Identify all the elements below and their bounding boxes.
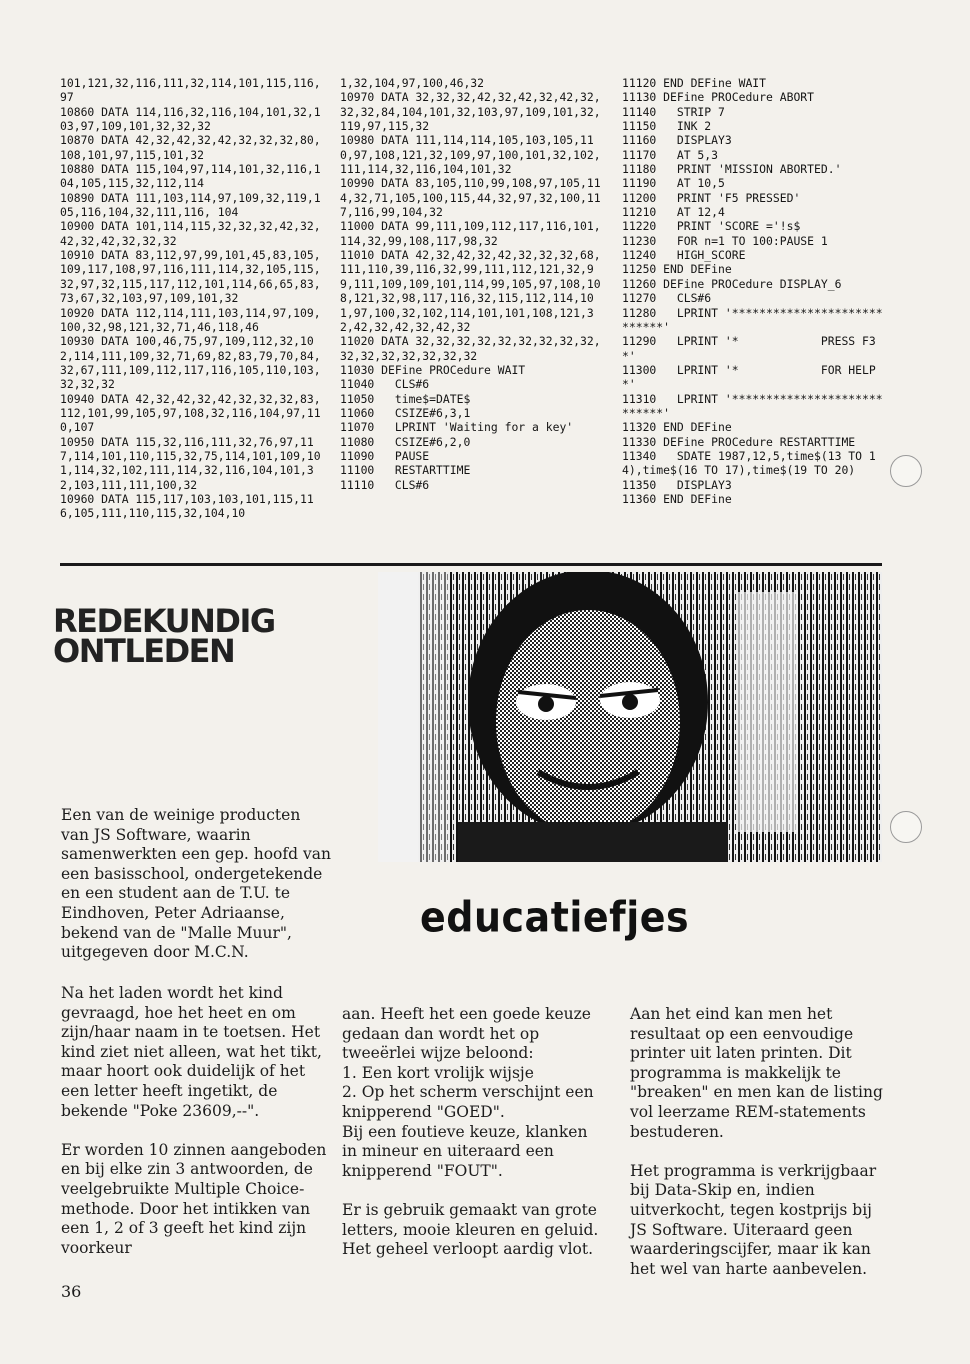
code-listing-column-1: 101,121,32,116,111,32,114,101,115,116,97 10860 DATA 114,116,32,116,104,101,32,103,97,109,101,32,32,32 10870 DATA 42,32,42,32,42,32,32,32,80,108,101,97,115,101,32 10880 DATA 115,104,97,114,101,32,116,104,105,115,32,112,114 10890 DATA 111,103,114,97,109,32,119,105,116,104,32,111,116, 104 10900 DATA 101,114,115,32,32,32,42,32,42,32,42,32,32,32 10910 DATA 83,112,97,99,101,45,83,105,109,117,108,97,116,111,114,32,105,115,32,97,32,115,117,112,101,114,66,65,83,73,67,32,103,97,109,101,32 10920 DATA 112,114,111,103,114,97,109,100,32,98,121,32,71,46,118,46 10930 DATA 100,46,75,97,109,112,32,102,114,111,109,32,71,69,82,83,79,70,84,32,67,111,109,112,117,116,105,110,103,32,32,32 10940 DATA 42,32,42,32,42,32,32,32,83,112,101,99,105,97,108,32,116,104,97,110,107 10950 DATA 115,32,116,111,32,76,97,117,114,101,110,115,32,75,114,101,109,101,114,32,102,111,114,32,116,104,101,32,103,111,111,100,32 10960 DATA 115,117,103,103,101,115,116,105,111,110,115,32,104,10	[60, 76, 321, 521]
article-column-3	[630, 1005, 884, 1299]
article-headline	[53, 602, 275, 670]
paragraph: Er worden 10 zinnen aangeboden en bij elke zin 3 antwoorden, de veelgebruikte Multiple Choice-methode. Door het intikken van een 1, 2 of 3 geeft het kind zijn voorkeur	[61, 1140, 327, 1257]
paragraph: Aan het eind kan men het resultaat op een eenvoudige printer uit laten printen. Dit programma is makkelijk te "breaken" en men kan de listing vol leerzame REM-statements bestuderen.	[630, 1005, 883, 1141]
paragraph: Het programma is verkrijgbaar bij Data-Skip en, indien uitverkocht, tegen kostprijs bij JS Software. Uiteraard geen waarderingscijfer, maar ik kan het wel van harte aanbevelen.	[630, 1161, 877, 1278]
article-column-1-intro	[61, 806, 333, 982]
paragraph: Na het laden wordt het kind gevraagd, hoe het heet en om zijn/haar naam in te toetsen. Het kind ziet niet alleen, wat het tikt, maar hoort ook duidelijk of het een letter heeft ingetikt, de bekende "Poke 23609,--".	[61, 984, 322, 1120]
section-brand-title: educatiefjes	[420, 893, 690, 942]
binder-hole	[890, 455, 922, 487]
article-column-2	[342, 1005, 604, 1279]
headline-line-1: REDEKUNDIG	[53, 602, 275, 640]
horizontal-rule	[60, 563, 882, 566]
headline-line-2: ONTLEDEN	[53, 632, 235, 670]
binder-hole	[890, 811, 922, 843]
article-column-1	[61, 984, 333, 1278]
page-number: 36	[61, 1282, 82, 1301]
paragraph: aan. Heeft het een goede keuze gedaan dan wordt het op tweeërlei wijze beloond: 1. Een kort vrolijk wijsje 2. Op het scherm verschijnt een knipperend "GOED". Bij een foutieve keuze, klanken in mineur en uiteraard een knipperend "FOUT".	[342, 1005, 594, 1180]
paragraph: Een van de weinige producten van JS Software, waarin samenwerkten een gep. hoofd van een basisschool, ondergetekende en een student aan de T.U. te Eindhoven, Peter Adriaanse, bekend van de "Malle Muur", uitgegeven door M.C.N.	[61, 806, 331, 962]
code-listing-column-2: 1,32,104,97,100,46,32 10970 DATA 32,32,32,42,32,42,32,42,32,32,32,84,104,101,32,103,97,109,101,32,119,97,115,32 10980 DATA 111,114,114,105,103,105,110,97,108,121,32,109,97,100,101,32,102,111,114,32,116,104,101,32 10990 DATA 83,105,110,99,108,97,105,114,32,71,105,100,115,44,32,97,32,100,117,116,99,104,32 11000 DATA 99,111,109,112,117,116,101,114,32,99,108,117,98,32 11010 DATA 42,32,42,32,42,32,32,32,68,111,110,39,116,32,99,111,112,121,32,99,111,109,109,101,114,99,105,97,108,108,121,32,98,117,116,32,115,112,114,101,97,100,32,102,114,101,101,108,121,32,42,32,42,32,42,32 11020 DATA 32,32,32,32,32,32,32,32,32,32,32,32,32,32,32,32 11030 DEFine PROCedure WAIT 11040 CLS#6 11050 time$=DATE$ 11060 CSIZE#6,3,1 11070 LPRINT 'Waiting for a key' 11080 CSIZE#6,2,0 11090 PAUSE 11100 RESTARTTIME 11110 CLS#6	[340, 76, 601, 492]
paragraph: Er is gebruik gemaakt van grote letters, mooie kleuren en geluid. Het geheel verloopt aardig vlot.	[342, 1200, 599, 1259]
code-listing-column-3: 11120 END DEFine WAIT 11130 DEFine PROCedure ABORT 11140 STRIP 7 11150 INK 2 11160 DISPLAY3 11170 AT 5,3 11180 PRINT 'MISSION ABORTED.' 11190 AT 10,5 11200 PRINT 'F5 PRESSED' 11210 AT 12,4 11220 PRINT 'SCORE ='!s$ 11230 FOR n=1 TO 100:PAUSE 1 11240 HIGH_SCORE 11250 END DEFine 11260 DEFine PROCedure DISPLAY_6 11270 CLS#6 11280 LPRINT '****************************' 11290 LPRINT '* PRESS F3 *' 11300 LPRINT '* FOR HELP *' 11310 LPRINT '****************************' 11320 END DEFine 11330 DEFine PROCedure RESTARTTIME 11340 SDATE 1987,12,5,time$(13 TO 14),time$(16 TO 17),time$(19 TO 20) 11350 DISPLAY3 11360 END DEFine	[622, 76, 883, 506]
dithered-portrait-photo	[378, 572, 882, 862]
